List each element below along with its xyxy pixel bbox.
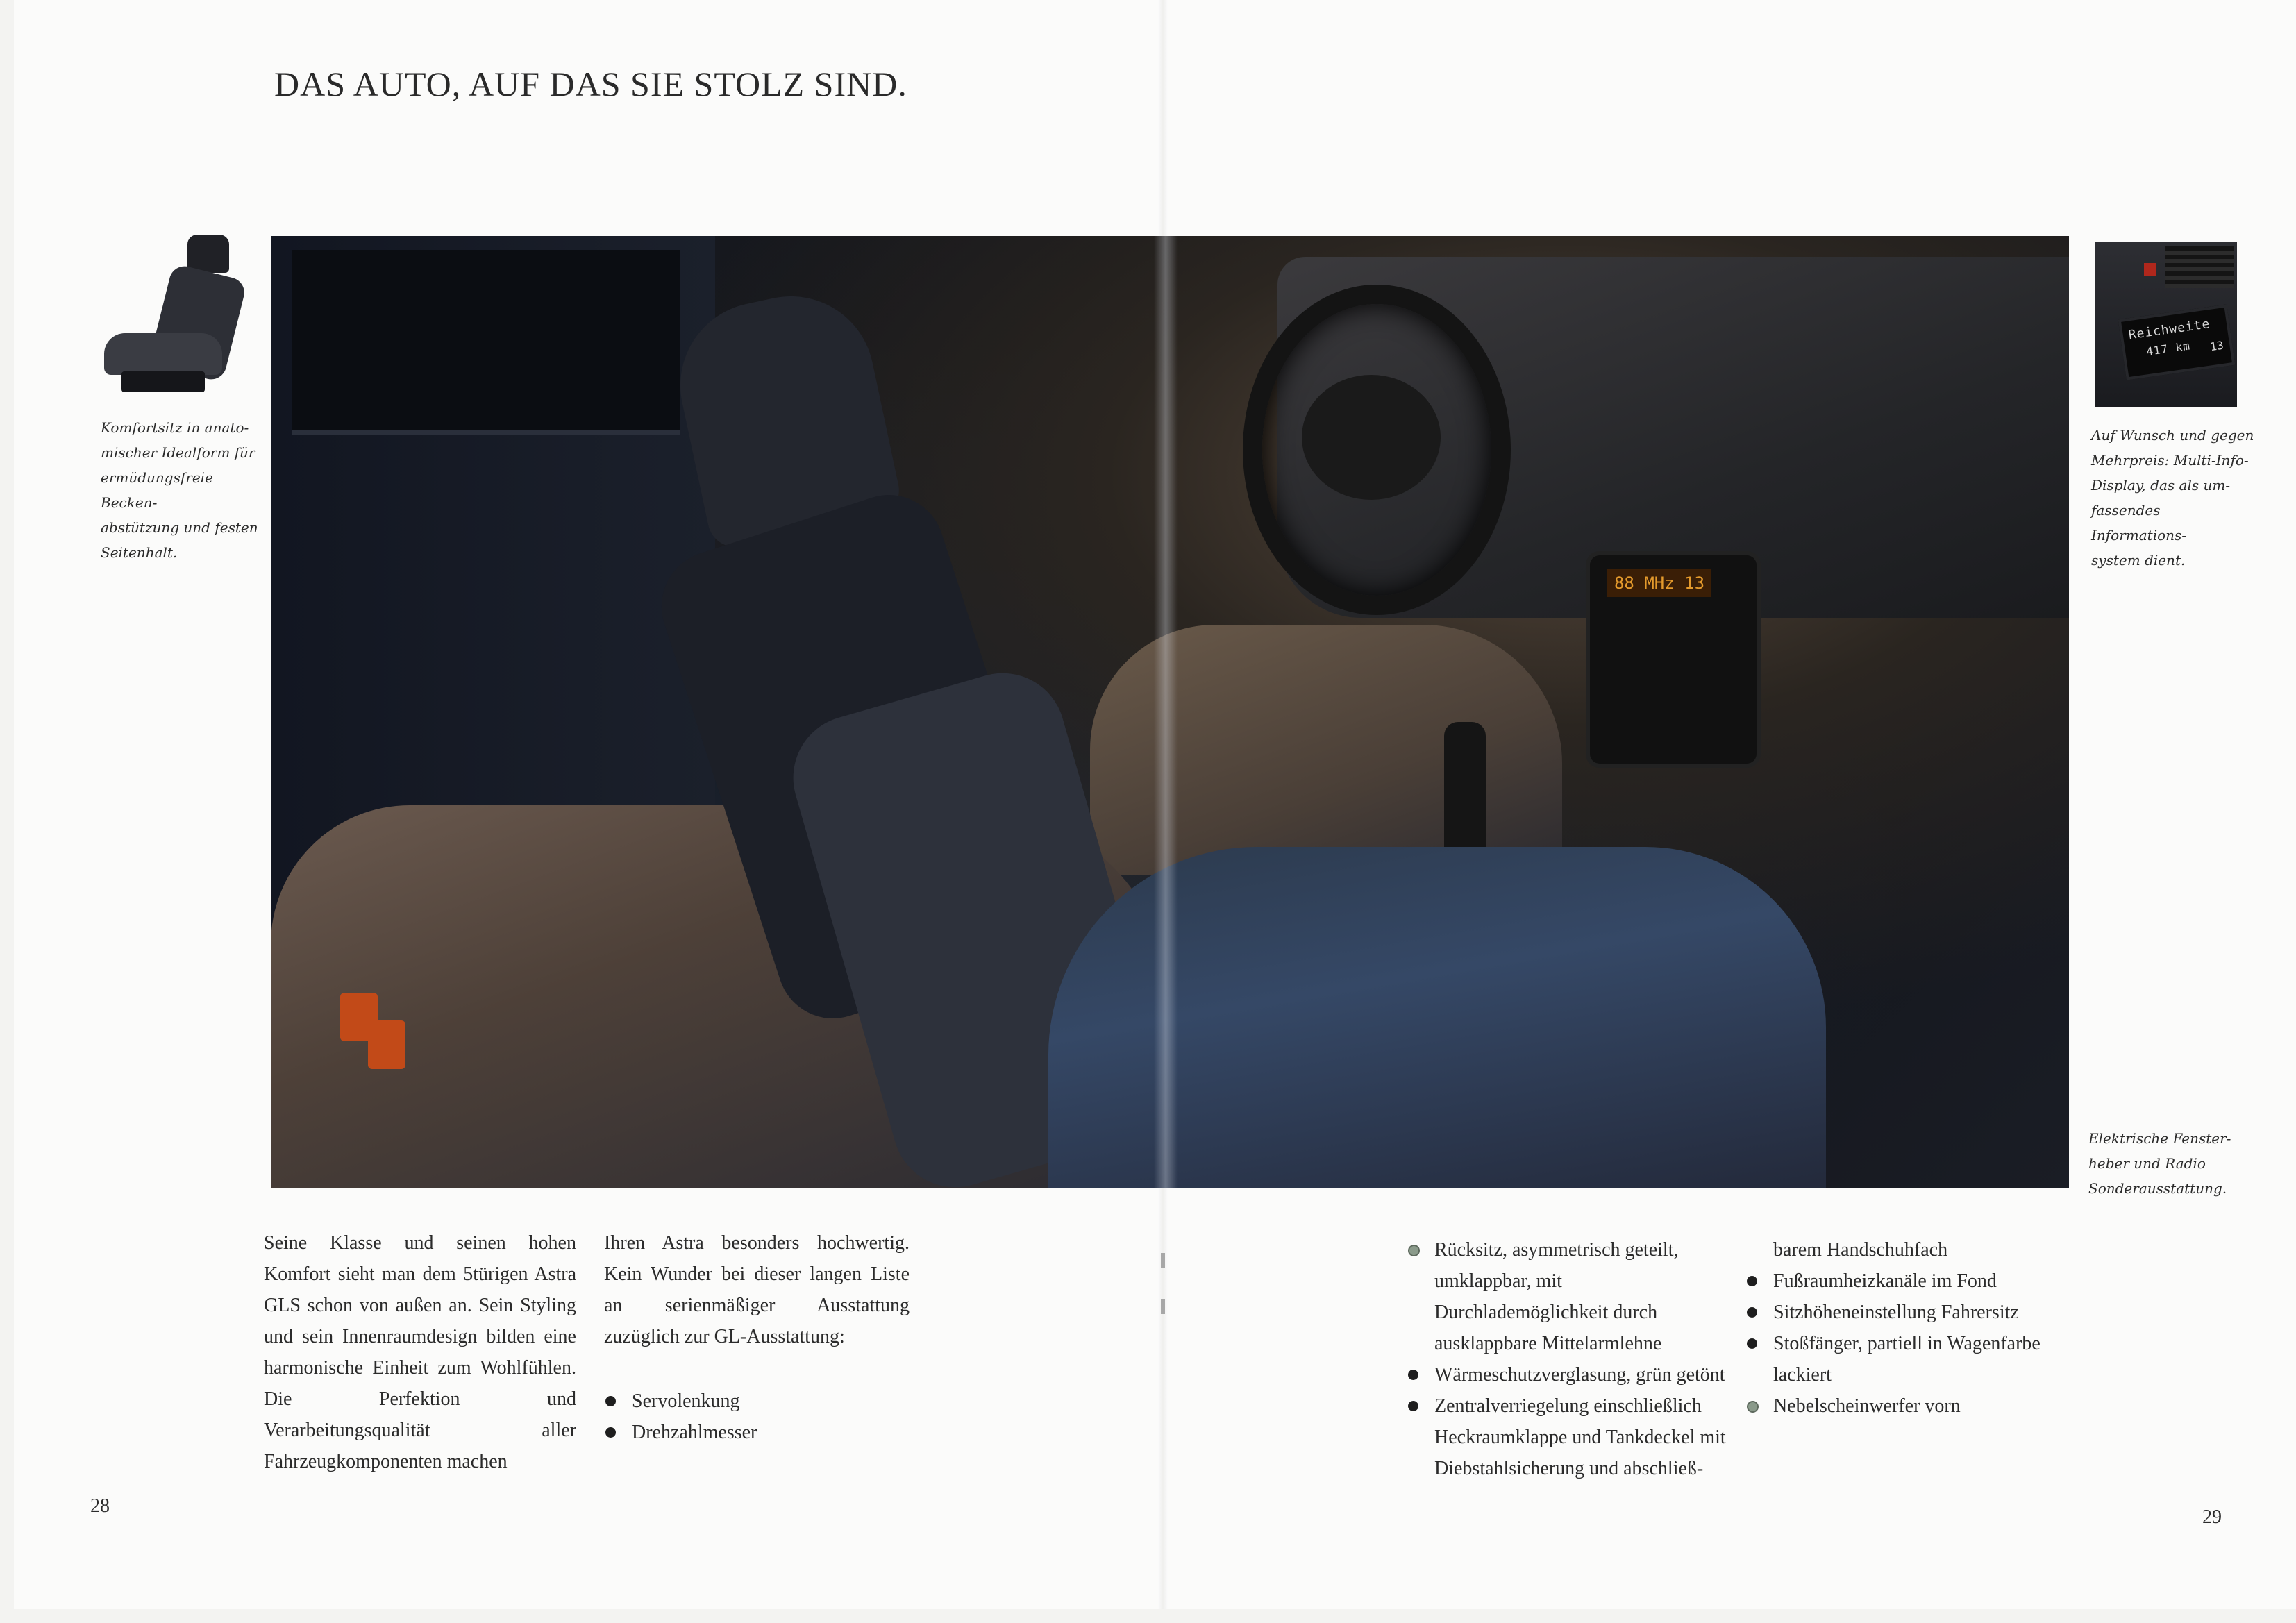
seat-thumbnail-image: [90, 229, 257, 410]
equipment-paragraph: Ihren Astra besonders hochwertig. Kein Wunder bei dieser langen Liste an serienmäßiger Ausstattung zuzüglich zur GL-Ausstattung:: [604, 1232, 910, 1347]
radio-display: 88 MHz 13: [1607, 569, 1711, 597]
seatbelt-buckle: [368, 1020, 405, 1069]
page-number-right: 29: [2202, 1506, 2222, 1528]
bullet-icon: [1408, 1245, 1420, 1256]
bullet-icon: [605, 1427, 616, 1438]
bullet-icon: [1747, 1276, 1757, 1286]
crease-mark: [1161, 1253, 1165, 1329]
list-item: Rücksitz, asymmetrisch geteilt, umklappbar, mit Durchlademöglichkeit durch ausklappbare Mittelarmlehne: [1407, 1234, 1733, 1359]
list-item: Drehzahlmesser: [604, 1417, 826, 1448]
list-item: Zentralverriegelung einschließlich Heckraumklappe und Tankdeckel mit Diebstahlsicherung und abschließ-: [1407, 1390, 1733, 1484]
seat-base: [121, 371, 205, 392]
seat-headrest: [187, 235, 229, 273]
multi-info-display: [2118, 304, 2236, 380]
list-item: Stoßfänger, partiell in Wagenfarbe lackiert: [1745, 1328, 2058, 1390]
window-caption: Elektrische Fenster- heber und Radio Sonderausstattung.: [2088, 1130, 2231, 1197]
standard-equipment-list: [604, 1386, 826, 1448]
fold-glare: [1154, 236, 1178, 1188]
intro-paragraph: Seine Klasse und seinen hohen Komfort sieht man dem 5türigen Astra GLS schon von außen an. Sein Styling und sein Innenraumdesign bilden eine harmonische Einheit zum Wohlfühlen. Die Perfektion und Verarbeitungsqualität aller Fahrzeugkomponenten machen: [264, 1232, 576, 1472]
list-item: Servolenkung: [604, 1386, 826, 1417]
list-continuation: barem Handschuhfach: [1773, 1239, 1948, 1261]
list-item: Fußraumheizkanäle im Fond: [1745, 1265, 2058, 1297]
air-vent: [2165, 246, 2234, 288]
equipment-list-right-2: [1745, 1234, 2058, 1422]
display-caption: Auf Wunsch und gegen Mehrpreis: Multi-Info- Display, das als um- fassendes Informations- system dient.: [2091, 427, 2254, 569]
equipment-list-right-1: [1407, 1234, 1733, 1484]
display-line-1: Reichweite: [2127, 317, 2211, 343]
list-item: Sitzhöheneinstellung Fahrersitz: [1745, 1297, 2058, 1328]
bullet-icon: [605, 1396, 616, 1406]
seat-caption: Komfortsitz in anato- mischer Idealform für ermüdungsfreie Becken- abstützung und festen Seitenhalt.: [101, 419, 258, 561]
display-line-2: 417 km: [2145, 339, 2191, 359]
bullet-icon: [1747, 1338, 1757, 1349]
display-number: 13: [2209, 338, 2224, 354]
info-display-thumbnail: [2095, 242, 2237, 407]
steering-hub: [1302, 375, 1441, 500]
bullet-icon: [1747, 1307, 1757, 1318]
list-item: Wärmeschutzverglasung, grün getönt: [1407, 1359, 1733, 1390]
page-headline: DAS AUTO, AUF DAS SIE STOLZ SIND.: [274, 65, 907, 103]
bullet-icon: [1408, 1370, 1418, 1380]
interior-photo: [271, 236, 2069, 1188]
hazard-icon: [2144, 263, 2156, 276]
bullet-icon: [1747, 1401, 1759, 1413]
seat-cushion: [104, 333, 222, 375]
side-window: [292, 250, 680, 435]
bullet-icon: [1408, 1401, 1418, 1411]
list-item: Nebelscheinwerfer vorn: [1745, 1390, 2058, 1422]
page-number-left: 28: [90, 1495, 110, 1517]
